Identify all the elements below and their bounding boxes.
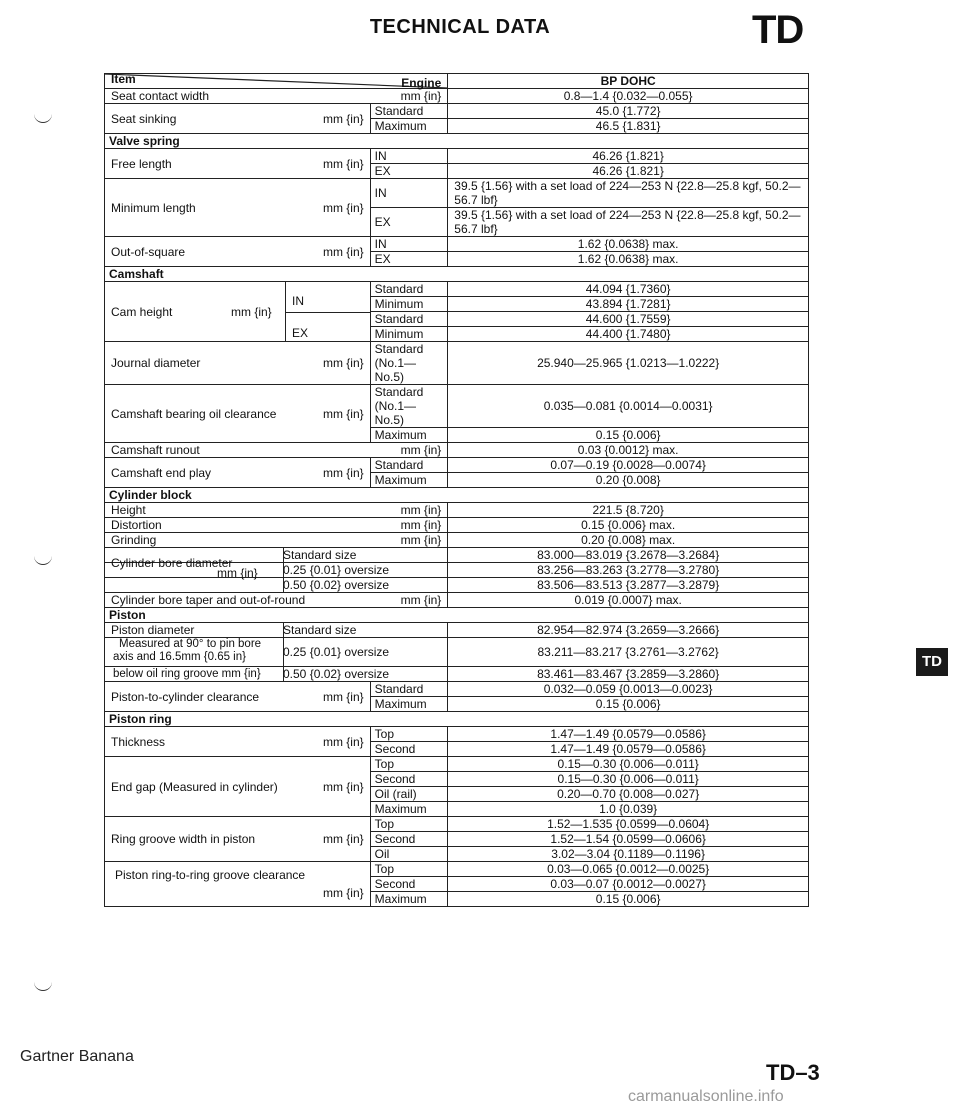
unit-label: mm {in} bbox=[400, 593, 442, 607]
condition-label: 0.25 {0.01} oversize bbox=[283, 563, 390, 577]
unit-label: mm {in} bbox=[400, 533, 442, 547]
condition-cell: Oil bbox=[370, 847, 448, 862]
row-label bbox=[105, 533, 448, 548]
unit-label: mm {in} bbox=[322, 734, 364, 749]
value-cell: 0.15 {0.006} bbox=[448, 697, 809, 712]
table-row bbox=[105, 548, 809, 563]
section-heading: Piston bbox=[105, 608, 809, 623]
value-cell: 46.26 {1.821} bbox=[448, 149, 809, 164]
table-row bbox=[105, 179, 809, 208]
row-label-text: Out-of-square bbox=[111, 244, 186, 259]
value-cell: 25.940—25.965 {1.0213—1.0222} bbox=[448, 342, 809, 385]
value-cell: 0.8—1.4 {0.032—0.055} bbox=[448, 89, 809, 104]
condition-cell: Second bbox=[370, 832, 448, 847]
condition-cell: IN bbox=[370, 149, 448, 164]
row-label bbox=[105, 578, 448, 593]
row-label-text: below oil ring groove mm {in} bbox=[113, 668, 261, 680]
table-row bbox=[105, 342, 809, 385]
value-cell: 39.5 {1.56} with a set load of 224—253 N {22.8—25.8 kgf, 50.2—56.7 lbf} bbox=[448, 179, 809, 208]
section-row bbox=[105, 267, 809, 282]
table-row bbox=[105, 757, 809, 772]
value-cell: 0.032—0.059 {0.0013—0.0023} bbox=[448, 682, 809, 697]
value-cell: 83.211—83.217 {3.2761—3.2762} bbox=[448, 638, 809, 667]
side-tab-td[interactable]: TD bbox=[916, 648, 948, 676]
value-cell: 1.47—1.49 {0.0579—0.0586} bbox=[448, 742, 809, 757]
condition-cell: Maximum bbox=[370, 892, 448, 907]
row-label bbox=[105, 503, 448, 518]
condition-cell: Standard (No.1—No.5) bbox=[370, 385, 448, 428]
condition-cell: Second bbox=[370, 742, 448, 757]
condition-cell: Minimum bbox=[370, 297, 448, 312]
table-row bbox=[105, 237, 809, 252]
condition-cell: Maximum bbox=[370, 697, 448, 712]
condition-cell: Maximum bbox=[370, 473, 448, 488]
section-heading: Valve spring bbox=[105, 134, 809, 149]
condition-cell: Maximum bbox=[370, 802, 448, 817]
row-label-text: Free length bbox=[111, 156, 172, 171]
value-cell: 83.461—83.467 {3.2859—3.2860} bbox=[448, 667, 809, 682]
section-row bbox=[105, 712, 809, 727]
row-label-text: Thickness bbox=[111, 734, 166, 749]
section-heading: Camshaft bbox=[105, 267, 809, 282]
value-cell: 0.019 {0.0007} max. bbox=[448, 593, 809, 608]
value-cell: 1.0 {0.039} bbox=[448, 802, 809, 817]
value-cell: 0.03 {0.0012} max. bbox=[448, 443, 809, 458]
condition-cell: Top bbox=[370, 862, 448, 877]
margin-mark bbox=[34, 554, 52, 565]
cam-in-label: IN bbox=[292, 294, 304, 308]
unit-label: mm {in} bbox=[322, 465, 364, 480]
technical-data-table bbox=[104, 73, 809, 907]
condition-cell: Top bbox=[370, 757, 448, 772]
row-label bbox=[105, 862, 371, 907]
row-label bbox=[105, 727, 371, 757]
condition-cell: Top bbox=[370, 727, 448, 742]
value-cell: 1.52—1.535 {0.0599—0.0604} bbox=[448, 817, 809, 832]
row-label bbox=[105, 443, 448, 458]
unit-label: mm {in} bbox=[322, 200, 364, 215]
condition-cell: IN bbox=[370, 179, 448, 208]
value-cell: 0.03—0.07 {0.0012—0.0027} bbox=[448, 877, 809, 892]
condition-cell: Maximum bbox=[370, 428, 448, 443]
watermark: carmanualsonline.info bbox=[628, 1088, 784, 1105]
condition-label: 0.50 {0.02} oversize bbox=[283, 578, 390, 592]
row-label bbox=[105, 682, 371, 712]
value-cell: 39.5 {1.56} with a set load of 224—253 N {22.8—25.8 kgf, 50.2—56.7 lbf} bbox=[448, 208, 809, 237]
value-cell: 44.600 {1.7559} bbox=[448, 312, 809, 327]
table-row bbox=[105, 682, 809, 697]
row-label bbox=[105, 104, 371, 134]
row-label bbox=[105, 385, 371, 443]
cam-height-divider bbox=[285, 312, 370, 313]
row-label bbox=[105, 563, 448, 578]
table-row bbox=[105, 623, 809, 638]
unit-label: mm {in} bbox=[322, 689, 364, 704]
table-row bbox=[105, 518, 809, 533]
row-label bbox=[105, 638, 448, 667]
value-cell: 1.62 {0.0638} max. bbox=[448, 237, 809, 252]
table-row bbox=[105, 667, 809, 682]
value-cell: 221.5 {8.720} bbox=[448, 503, 809, 518]
row-label-text: Measured at 90° to pin bore bbox=[119, 638, 262, 650]
value-cell: 44.400 {1.7480} bbox=[448, 327, 809, 342]
value-cell: 82.954—82.974 {3.2659—3.2666} bbox=[448, 623, 809, 638]
page-number: TD–3 bbox=[766, 1060, 820, 1085]
table-row bbox=[105, 149, 809, 164]
row-label bbox=[105, 89, 448, 104]
condition-cell: Standard bbox=[370, 682, 448, 697]
unit-label: mm {in} bbox=[400, 443, 442, 457]
row-label-text: Piston diameter bbox=[111, 623, 195, 637]
value-cell: 0.20 {0.008} bbox=[448, 473, 809, 488]
row-label-text: Grinding bbox=[111, 533, 157, 547]
row-label bbox=[105, 757, 371, 817]
section-badge: TD bbox=[752, 8, 804, 52]
row-label-text: Seat contact width bbox=[111, 89, 210, 103]
row-label-text: axis and 16.5mm {0.65 in} bbox=[113, 651, 246, 663]
value-cell: 0.03—0.065 {0.0012—0.0025} bbox=[448, 862, 809, 877]
value-cell: 83.256—83.263 {3.2778—3.2780} bbox=[448, 563, 809, 578]
row-label-text: Piston ring-to-ring groove clearance bbox=[115, 868, 306, 882]
value-cell: 46.5 {1.831} bbox=[448, 119, 809, 134]
table-row bbox=[105, 638, 809, 667]
row-label-text: Height bbox=[111, 503, 146, 517]
section-heading: Piston ring bbox=[105, 712, 809, 727]
value-cell: 45.0 {1.772} bbox=[448, 104, 809, 119]
value-cell: 0.15—0.30 {0.006—0.011} bbox=[448, 757, 809, 772]
table-row bbox=[105, 104, 809, 119]
condition-cell: Standard bbox=[370, 312, 448, 327]
row-label-text: Cylinder bore diameter bbox=[111, 556, 233, 570]
page-title-text: TECHNICAL DATA bbox=[369, 16, 551, 38]
value-cell: 0.035—0.081 {0.0014—0.0031} bbox=[448, 385, 809, 428]
header-item-engine-cell bbox=[105, 74, 448, 89]
value-cell: 43.894 {1.7281} bbox=[448, 297, 809, 312]
condition-cell: Second bbox=[370, 772, 448, 787]
row-label bbox=[105, 593, 448, 608]
row-label-text: Camshaft runout bbox=[111, 443, 200, 457]
row-label-text: Seat sinking bbox=[111, 111, 177, 126]
value-cell: 83.000—83.019 {3.2678—3.2684} bbox=[448, 548, 809, 563]
condition-label: 0.25 {0.01} oversize bbox=[283, 645, 390, 659]
header-engine-label: Engine bbox=[401, 76, 442, 90]
value-cell: 44.094 {1.7360} bbox=[448, 282, 809, 297]
row-label-text: Camshaft end play bbox=[111, 465, 212, 480]
condition-cell: Minimum bbox=[370, 327, 448, 342]
row-label bbox=[105, 342, 371, 385]
table-row bbox=[105, 89, 809, 104]
condition-cell: EX bbox=[370, 208, 448, 237]
section-row bbox=[105, 488, 809, 503]
table-row bbox=[105, 503, 809, 518]
value-cell: 0.15—0.30 {0.006—0.011} bbox=[448, 772, 809, 787]
table-row bbox=[105, 458, 809, 473]
unit-label: mm {in} bbox=[231, 304, 272, 319]
value-cell: 3.02—3.04 {0.1189—0.1196} bbox=[448, 847, 809, 862]
row-label-text: Minimum length bbox=[111, 200, 196, 215]
unit-label: mm {in} bbox=[322, 406, 364, 421]
value-cell: 0.20 {0.008} max. bbox=[448, 533, 809, 548]
condition-cell: Standard (No.1—No.5) bbox=[370, 342, 448, 385]
row-label bbox=[105, 623, 448, 638]
unit-label: mm {in} bbox=[400, 89, 442, 103]
section-row bbox=[105, 608, 809, 623]
row-label bbox=[105, 237, 371, 267]
condition-cell: Oil (rail) bbox=[370, 787, 448, 802]
table-row bbox=[105, 282, 809, 297]
value-cell: 46.26 {1.821} bbox=[448, 164, 809, 179]
table-row bbox=[105, 385, 809, 428]
header-diagonal-line bbox=[105, 74, 447, 88]
unit-label: mm {in} bbox=[322, 156, 364, 171]
section-heading: Cylinder block bbox=[105, 488, 809, 503]
margin-mark bbox=[34, 980, 52, 991]
value-cell: 0.07—0.19 {0.0028—0.0074} bbox=[448, 458, 809, 473]
condition-label: 0.50 {0.02} oversize bbox=[283, 667, 390, 681]
condition-cell: EX bbox=[370, 252, 448, 267]
value-cell: 0.15 {0.006} max. bbox=[448, 518, 809, 533]
row-label-text: Camshaft bearing oil clearance bbox=[111, 406, 277, 421]
condition-cell: IN bbox=[370, 237, 448, 252]
value-cell: 0.20—0.70 {0.008—0.027} bbox=[448, 787, 809, 802]
condition-cell: Top bbox=[370, 817, 448, 832]
row-label bbox=[105, 149, 371, 179]
row-label-text: Journal diameter bbox=[111, 356, 201, 370]
value-cell: 83.506—83.513 {3.2877—3.2879} bbox=[448, 578, 809, 593]
page-title bbox=[0, 16, 960, 39]
row-label bbox=[105, 667, 448, 682]
row-label bbox=[105, 817, 371, 862]
table-row bbox=[105, 727, 809, 742]
table-row bbox=[105, 443, 809, 458]
table-row bbox=[105, 862, 809, 877]
value-cell: 0.15 {0.006} bbox=[448, 428, 809, 443]
row-label bbox=[105, 282, 371, 342]
row-label-text: End gap (Measured in cylinder) bbox=[111, 779, 278, 794]
header-item-label: Item bbox=[111, 72, 136, 86]
condition-cell: Standard bbox=[370, 282, 448, 297]
condition-label: Standard size bbox=[283, 623, 357, 637]
row-label-text: Cam height bbox=[111, 304, 173, 319]
unit-label: mm {in} bbox=[322, 244, 364, 259]
value-cell: 1.52—1.54 {0.0599—0.0606} bbox=[448, 832, 809, 847]
engine-name: BP DOHC bbox=[448, 74, 809, 89]
unit-label: mm {in} bbox=[322, 832, 364, 846]
row-label bbox=[105, 458, 371, 488]
unit-label: mm {in} bbox=[322, 356, 364, 370]
table-row bbox=[105, 593, 809, 608]
condition-cell: Second bbox=[370, 877, 448, 892]
value-cell: 1.62 {0.0638} max. bbox=[448, 252, 809, 267]
row-label bbox=[105, 179, 371, 237]
cam-ex-label: EX bbox=[292, 326, 309, 340]
footer-brand: Gartner Banana bbox=[20, 1048, 134, 1065]
row-label-text: Piston-to-cylinder clearance bbox=[111, 689, 260, 704]
unit-label: mm {in} bbox=[400, 518, 442, 532]
value-cell: 1.47—1.49 {0.0579—0.0586} bbox=[448, 727, 809, 742]
row-label bbox=[105, 518, 448, 533]
unit-label: mm {in} bbox=[217, 566, 258, 580]
table-row bbox=[105, 578, 809, 593]
table-row bbox=[105, 817, 809, 832]
condition-label: Standard size bbox=[283, 548, 357, 562]
unit-label: mm {in} bbox=[400, 503, 442, 517]
row-label-text: Distortion bbox=[111, 518, 162, 532]
header-row bbox=[105, 74, 809, 89]
value-cell: 0.15 {0.006} bbox=[448, 892, 809, 907]
condition-cell: Standard bbox=[370, 458, 448, 473]
row-label-text: Ring groove width in piston bbox=[111, 832, 256, 846]
unit-label: mm {in} bbox=[322, 886, 364, 900]
unit-label: mm {in} bbox=[322, 111, 364, 126]
row-label-text: Cylinder bore taper and out-of-round bbox=[111, 593, 306, 607]
section-row bbox=[105, 134, 809, 149]
table-row bbox=[105, 563, 809, 578]
table-row bbox=[105, 533, 809, 548]
condition-cell: Standard bbox=[370, 104, 448, 119]
condition-cell: EX bbox=[370, 164, 448, 179]
unit-label: mm {in} bbox=[322, 779, 364, 794]
condition-cell: Maximum bbox=[370, 119, 448, 134]
margin-mark bbox=[34, 112, 52, 123]
